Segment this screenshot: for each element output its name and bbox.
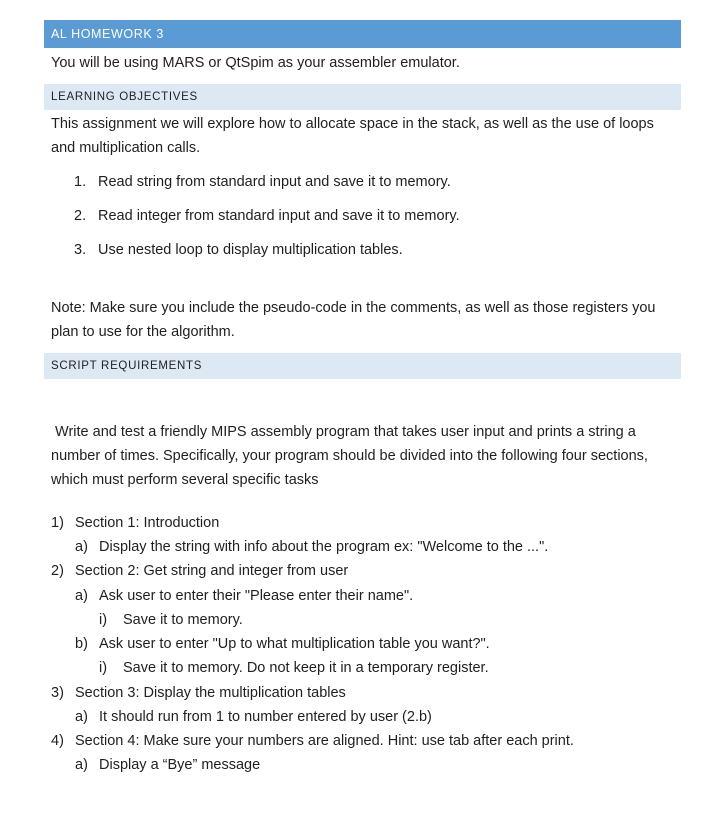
list-marker: a) bbox=[75, 539, 88, 555]
list-marker: a) bbox=[75, 588, 88, 604]
list-marker: 1) bbox=[51, 515, 64, 531]
requirement-item bbox=[75, 753, 260, 777]
learning-objectives-heading: LEARNING OBJECTIVES bbox=[44, 84, 681, 110]
requirement-text: Section 4: Make sure your numbers are aligned. Hint: use tab after each print. bbox=[75, 733, 574, 749]
requirement-item bbox=[75, 632, 490, 656]
list-marker: 3. bbox=[74, 242, 87, 258]
script-requirements-heading: SCRIPT REQUIREMENTS bbox=[44, 353, 681, 379]
requirement-item bbox=[75, 584, 413, 608]
list-marker: 3) bbox=[51, 685, 64, 701]
requirement-item bbox=[75, 705, 432, 729]
learning-paragraph: This assignment we will explore how to allocate space in the stack, as well as the use of loops and multiplication calls. bbox=[51, 116, 654, 156]
requirement-text: Ask user to enter their "Please enter their name". bbox=[99, 588, 414, 604]
list-marker: 2) bbox=[51, 563, 64, 579]
requirement-item bbox=[51, 729, 574, 753]
list-marker: i) bbox=[99, 660, 108, 676]
note-paragraph: Note: Make sure you include the pseudo-code in the comments, as well as those registers you plan to use for the algorithm. bbox=[51, 300, 656, 340]
requirement-text: Section 1: Introduction bbox=[75, 515, 220, 531]
list-marker: b) bbox=[75, 636, 88, 652]
intro-text: You will be using MARS or QtSpim as your assembler emulator. bbox=[51, 55, 460, 71]
requirement-item bbox=[99, 656, 489, 680]
list-marker: a) bbox=[75, 757, 88, 773]
objective-item bbox=[74, 240, 403, 260]
requirement-item bbox=[51, 511, 219, 535]
requirement-item bbox=[99, 608, 243, 632]
script-paragraph: Write and test a friendly MIPS assembly program that takes user input and prints a string a number of times. Specifically, your program should be divided into the following four sections, which must perform several specific tasks bbox=[51, 424, 652, 488]
list-marker: 1. bbox=[74, 174, 87, 190]
objective-text: Use nested loop to display multiplication tables. bbox=[98, 242, 403, 258]
requirement-text: Display the string with info about the program ex: "Welcome to the ...". bbox=[99, 539, 549, 555]
objective-text: Read integer from standard input and save it to memory. bbox=[98, 208, 460, 224]
requirement-text: Section 2: Get string and integer from user bbox=[75, 563, 349, 579]
list-marker: i) bbox=[99, 612, 108, 628]
requirement-text: Section 3: Display the multiplication tables bbox=[75, 685, 346, 701]
objective-item bbox=[74, 206, 460, 226]
requirement-text: Display a “Bye” message bbox=[99, 757, 261, 773]
requirement-text: It should run from 1 to number entered by user (2.b) bbox=[99, 709, 432, 725]
requirement-item bbox=[51, 681, 346, 705]
list-marker: a) bbox=[75, 709, 88, 725]
requirement-text: Save it to memory. bbox=[123, 612, 243, 628]
requirement-item bbox=[51, 559, 348, 583]
requirement-text: Ask user to enter "Up to what multiplication table you want?". bbox=[99, 636, 490, 652]
page-title: AL HOMEWORK 3 bbox=[44, 20, 681, 48]
requirement-item bbox=[75, 535, 548, 559]
requirement-text: Save it to memory. Do not keep it in a temporary register. bbox=[123, 660, 489, 676]
list-marker: 4) bbox=[51, 733, 64, 749]
objective-text: Read string from standard input and save it to memory. bbox=[98, 174, 451, 190]
objective-item bbox=[74, 172, 451, 192]
list-marker: 2. bbox=[74, 208, 87, 224]
